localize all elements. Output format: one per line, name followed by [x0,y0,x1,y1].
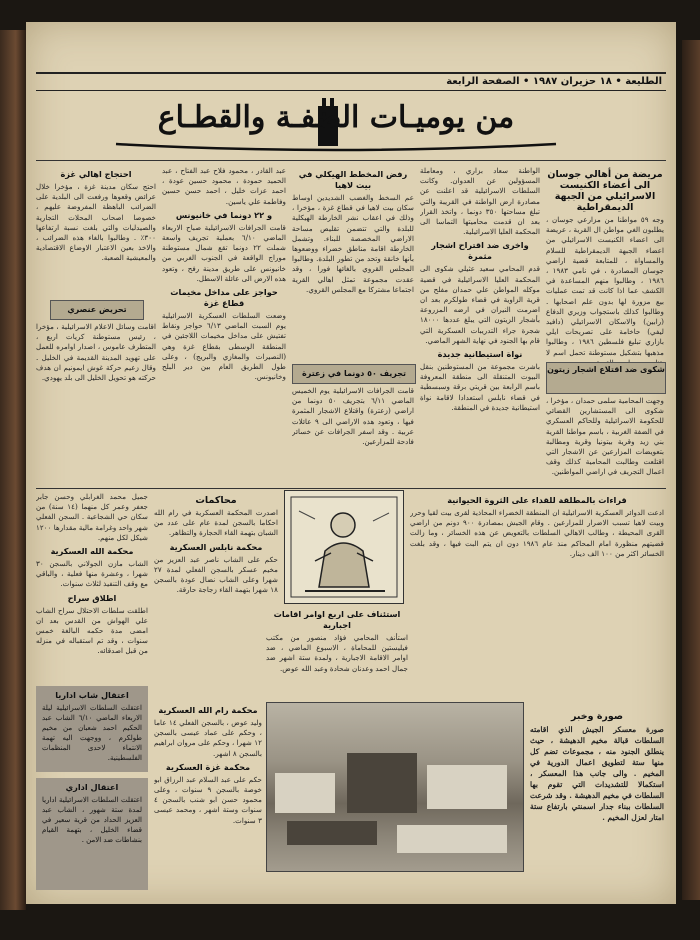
book-spine [682,40,700,900]
col5-headline: احتجاج اهالي غزة [60,169,132,179]
col2-body-3: باشرت مجموعة من المستوطنين بنقل البيوت المتنقلة الى منطقة المعروفة باسم الرابعة بين قريتي برقة وسبسطية في قضاء نابلس استعدادا لاقامة نواة استيطانية جديدة في المنطقة. [420,362,540,412]
col2-body: الواطنة سعاد بزاري ، ومعاملة المسؤولين عن العدوان. وكانت السلطات الاسرائيلية قد اعلنت عن مصادرة ارض الواطنة في القريبة والتي تبلغ مساحتها ٣٥٠ دونما ، واتخذ القرار بعد ان قدمت محاميتها التماسا الى المحكمة العليا الاسرائيلية. [420,166,540,237]
col3-box-text: تجريف ٥٠ دونما في زعترة [302,369,406,378]
photo-building [427,765,507,809]
column-4 [162,166,286,488]
photo-caption-body: صورة معسكر الجيش الذي اقامته السلطات قبالة مخيم الدهيشة ، حيث ينطلق الجنود منه ، مجموعات تضم كل منها ستة لتطويق اعمال الدورية في المخيم . والى جانب هذا المعسكر ، استكمالا للتشديدات التي تقوم بها السلطات في مخيم الدهيشة . وقد شرعت السلطات ببناء جدار اسمنتي بارتفاع ستة امتار لعزل المخيم . [530,725,664,822]
column-5-continued [36,322,156,488]
col5-box-text: تحريض عنصري [67,305,127,314]
detention-box-2-body: اعتقلت السلطات الاسرائيلية اداريا لمدة ستة شهور ، الشاب عبد العزيز الحداد من قرية سعير في قضاء الخليل ، بتهمة القيام بنشاطات ضد الامن . [42,796,142,844]
newspaper-page [26,22,676,904]
detention-box-2-title: اعتقال اداري [65,782,119,792]
col4-body: عبد القادر ، محمود فلاح عبد الفتاح ، عبد الحميد حمودة ، محمود حسين عودة ، احمد عزات خليل ، احمد حسن حسين وفاطمة علي ياسين. [162,166,286,206]
courts-body: اصدرت المحكمة العسكرية في رام الله احكاما بالسجن لمدة عام على عدد من الشبان بتهمة القاء الحجارة والتظاهر. [154,508,278,538]
col3-headline: رفض المخطط الهيكلي في بيت لاهيا [298,169,408,190]
courts-column-2 [154,702,262,890]
column-2 [420,166,540,488]
detention-box-1 [36,686,148,772]
binder-edge [0,30,26,910]
col2-body-2: قدم المحامي سعيد عثيلي شكوى الى المحكمة العليا الاسرائيلية في قضية موكله المواطن علي حمدان مفلح من قرية الزاوية في قضاء طولكرم بعد ان اضرمت النيران في ارضه المزروعة بأشجار الزيتون التي يبلغ عددها ١٨٠٠٠ شجرة جراء التدريبات العسكرية التي قام بها الجنود في نهاية الشهر الماضي. [420,264,540,345]
ramallah-headline: محكمة رام الله العسكرية [158,705,258,715]
col1-box-text: شكوى ضد اقتلاع اشجار زيتون [547,365,665,374]
detention-box-2 [36,778,148,890]
col1-box [546,362,666,394]
gaza-court-body: حكم على عبد السلام عبد الرزاق ابو خوصة بالسجن ٩ سنوات ، وعلى محمود حسن ابو شنب بالسجن ٤ سنوات وستة اشهر ، ومحمد عيسى ٣ سنوات. [154,774,262,825]
section-banner [106,92,566,156]
left-headline-2: اطلاق سراح [67,592,117,603]
header-text: الطليعة • ١٨ حزيران ١٩٨٧ • الصفحة الرابعة [446,76,662,87]
col3-box [292,364,416,384]
left-body-2: الشاب مازن الجولاني بالسجن ٣٠ شهرا ، وعشرة منها فعلية ، والباقي مع وقف التنفيذ لثلاث سنوات. [36,559,148,589]
col5-body-2: اقامت وسائل الاعلام الاسرائيلية ، مؤخرا ، رئيس مستوطنة كريات اربع ، المتطرف عاموس ، اصدار اوامره للعمل على تهويد المدينة القديمة في الخليل . وقال زعيم حركة غوش ايمونيم ان هدف حركته هو تحويل الخليل الى بلد يهودي. [36,322,156,383]
photo-tent [287,821,377,845]
photo-headline: صورة وخبر [570,711,624,722]
col4-headline: و ٢٢ دونما في خانيونس [175,209,273,220]
left-column [36,492,148,682]
courts-column [154,492,278,700]
col5-box [50,300,144,320]
left-body: جميل محمد الغرابلي وحسن جابر جعفر وعمر كل منهما (١٤ سنة) من سكان حي الشجاعية . السجن الفعلي شهر واحد وغرامة مالية مقدارها ١٢٠٠ شيكل لكل منهم. [36,492,148,542]
left-body-3: اطلقت سلطات الاحتلال سراح الشاب علي الهواش من القدس بعد ان امضى مدة حكمه البالغة خمس سنوات ، وقد تم استقباله في منزله من قبل اصدقائه. [36,605,148,656]
cartoon-headline: استئناف على اربع اوامر اقامات اجبارية [273,609,401,630]
col1-body-2: وجهت المحامية سلمى حمدان ، مؤخرا ، شكوى الى المستشارين القضائي للحكومة الاسرائيلية وللحاكم العسكري في الضفة الغربية ، باسم مواطنا القرية بني زيد وقرية بيتونيا وقرية ومطالبة بتعويضات المزارعين عن الاشجار التي اقتلعت وطالبت المحامية كذلك وقف اعمال التجريف في اراضي المواطنين. [546,396,664,477]
col5-body: احتج سكان مدينة غزة ، مؤخرا خلال عرائض وقعوها ورفعت الى البلدية على الضرائب الباهظة المفروضة عليهم ، خصوصا اصحاب المحلات التجارية والصيدليات والتي بلغت نسبة ارتفاعها ٣٠٠٪ . وطالبوا بالغاء هذه الضرائب ، والاخذ بعين الاعتبار الاوضاع الاقتصادية والمعيشية الصعبة. [36,182,156,263]
col2-headline-2: نواة استيطانية جديدة [437,349,523,360]
col4-body-2: قامت الجرافات الاسرائيلية صباح الاربعاء الماضي ٦/١٠ بعملية تجريف واسعة شملت ٢٢ دونما تقع شمال مستوطنة موراج الواقعة في الجنوب الغربي من خانيونس على طريق مدينة رفح ، وتعود هذه الارض الى عائلة الاسطل. [162,222,286,283]
lower-body: ادعت الدوائر العسكرية الاسرائيلية ان المنطقة الخضراء المحاذية لقرى بيت لقيا وحرر وبيت لاهيا تسبب الاضرار للمزارعين . وقام الجيش بمصادرة ٩٠٠ دونم من اراضي القرى المحيطة ، وطالب الاهالي السلطات بالتعويض عن هذه الخسائر ، وما زالت قضيتهم منظورة امام المحاكم منذ عام ١٩٨٦ دون ان يتم البت فيها ، وقد بلغت الخسائر اكثر من ١٠٠ الف دينار. [410,508,664,558]
banner-title: من يوميـات الضفـة والقطـاع [157,100,515,135]
cartoon-article [266,606,408,698]
col2-headline: واخرى ضد اقتراح اشجار مثمرة [431,240,529,262]
detention-box-1-title: اعتقال شاب اداريا [55,690,129,700]
top-rule [36,160,666,161]
photo-caption-column [530,708,664,890]
gaza-court-headline: محكمة غزة العسكرية [165,761,251,772]
cartoon-figure-icon [285,491,403,603]
col1-body: وجه ٥٩ مواطنا من مزارعي جوسان ، يطلبون الغي مواطن ال القرية ، عريضة الى اعضاء الكنيست الاسرائيلي من اعضاء الجبهة الديمقراطية للسلام والمساواة ، للمتابعة قضية اراضي جوسان المصادرة ، في نامي ١٩٨٣ ، ١٩٨٦ ، وطالبوا منهم المساعدة في الكشف عما اذا كانت قد تمت عمليات بيع مزورة لها بدون علم اصحابها . وطالبوا كذلك باستجواب وزيري الدفاع (رابين) والاسكان الاسرائيلي (دافيد ليفي) حاخامة على تصريحات ايلي بازاري تبليغ فلسطين ١٩٨٦ ، وطالبوا مذهبها بتشكيل مستوطنة تحمل اسم لا [546,215,664,357]
cartoon-illustration [284,490,404,604]
column-3-continued [292,386,414,486]
left-headline: محكمة الله العسكرية [50,546,134,557]
photo-tent [397,825,507,853]
ramallah-body: وليد عوض ، بالسجن الفعلي ١٤ عاما ، وحكم على عماد عيسى بالسجن ١٢ شهرا ، وحكم على مروان ابراهيم بالسجن ٨ اشهر. [154,718,262,758]
column-3 [292,166,414,362]
cartoon-body: استأنف المحامي فؤاد منصور من مكتب فيليستين للمحاماة ، الاسبوع الماضي ، ضد اوامر الاقامة الاجبارية ، ولمدة ستة اشهر ضد جمال احمد وعدنان شحادة وعبد الله عوض. [266,633,408,673]
detention-box-1-body: اعتقلت السلطات الاسرائيلية ليلة الاربعاء الماضي ٦/١٠ الشاب عبد الحكيم احمد شعبان من مخيم طولكرم ، ووجهت اليه تهمة الانتماء لاحدى المنظمات الفلسطينية. [42,704,142,762]
middle-rule [36,488,666,489]
col4-headline-2: حواجز على مداخل مخيمات قطاع غزة [170,287,278,309]
col4-body-3: وضعت السلطات العسكرية الاسرائيلية يوم السبت الماضي ٦/١٣ حواجز ونقاط تفتيش على مداخل مخيمات اللاجئين في المنطقة الوسطى بقطاع غزة وهي (النصيرات والمغازي والبريج) ، وعلى طول الطريق العام بين دير البلح وخانيونس. [162,311,286,382]
col3-body: عم السخط والغضب الشديدين اوساط سكان بيت لاهيا في قطاع غزة ، مؤخرا ، وذلك في اعقاب نشر الخارطة الهيكلية للبلدة والتي تتضمن تقليص مساحة الاراضي المخصصة للبناء. وتشمل الخارطة اقامة مناطق خضراء ووضعوها بأنها خانقة وتحد من تطور البلدة. وطالبوا المجلس القروي بالغائها فورا ، وقد عقدت مجموعة تمثل اهالي القرية اجتماعا مشتركا مع المجلس القروي. [292,193,414,294]
photo-building [347,753,417,813]
news-photo [266,702,524,872]
column-1-continued [546,396,664,490]
nablus-headline: محكمة نابلس العسكرية [169,541,263,552]
lower-right-article [410,492,664,688]
lower-headline: قراءات بالمطلقة للقداء على الثروة الحيوانية [447,495,627,505]
nablus-body: حكم على الشاب ناصر عبد العزيز من مخيم عسكر بالسجن الفعلي لمدة ٢٧ شهرا وعلى الشاب نضال عودة بالسجن ١٨ شهرا بتهمة القاء زجاجة حارقة. [154,554,278,595]
photo-building [275,773,335,813]
page-header [36,72,666,91]
courts-headline: محاكمات [195,495,237,506]
col3-body-2: قامت الجرافات الاسرائيلية يوم الخميس الماضي ٦/١١ بتجريف ٥٠ دونما من اراضي (زعترة) واقتلاع الاشجار المثمرة فيها ، وتعود هذه الاراضي الى ٩ عائلات عربية . وقد اسفر الجرافات عن خسائر فادحة للمزارعين. [292,386,414,447]
column-5 [36,166,156,296]
col1-headline: مريضة من أهالي جوسان الى أعضاء الكنيست الاسرائيلي من الجبهة الديمقراطية [547,169,663,213]
